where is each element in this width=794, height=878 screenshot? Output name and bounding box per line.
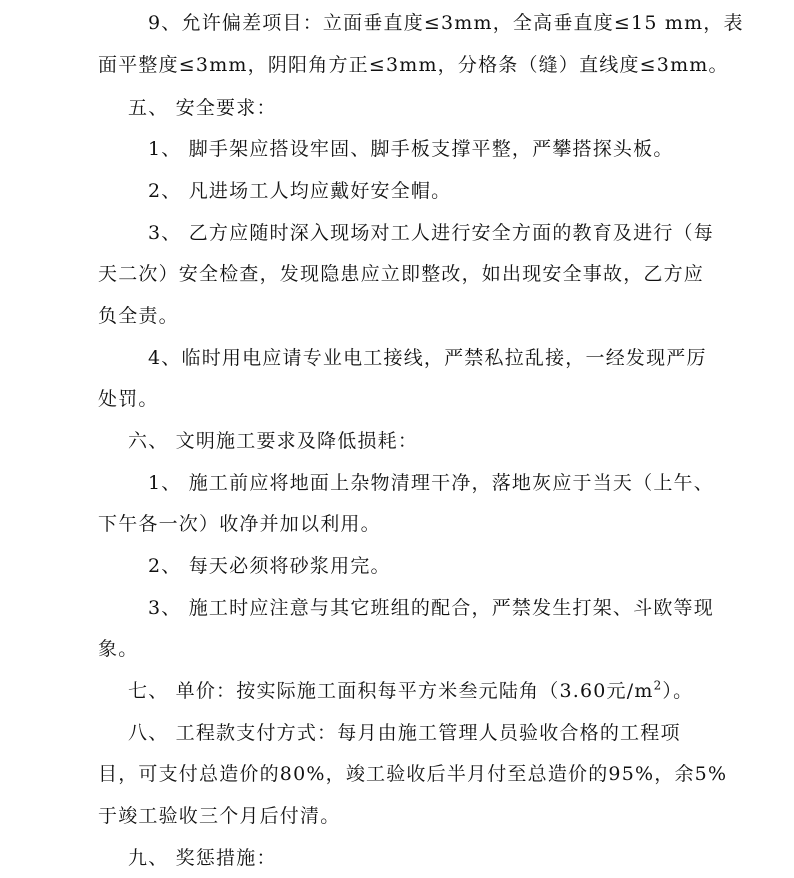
text-line-6: 天二次）安全检查，发现隐患应立即整改，如出现安全事故，乙方应 <box>98 263 705 285</box>
text-line-10: 1、 施工前应将地面上杂物清理干净，落地灰应于当天（上午、 <box>148 472 714 494</box>
text-line-14: 象。 <box>98 638 139 660</box>
text-line-13: 3、 施工时应注意与其它班组的配合，严禁发生打架、斗欧等现 <box>148 597 714 619</box>
text-line-9: 处罚。 <box>98 388 159 410</box>
unit-price-superscript: 2 <box>653 678 663 693</box>
section-heading-7 <box>128 676 728 706</box>
unit-price-text: 七、 单价：按实际施工面积每平方米叁元陆角（3.60元/m <box>128 680 654 702</box>
text-line-3: 1、 脚手架应搭设牢固、脚手板支撑平整，严攀搭探头板。 <box>148 138 674 160</box>
text-line-8: 4、临时用电应请专业电工接线，严禁私拉乱接，一经发现严厉 <box>148 347 707 369</box>
unit-price-closing: ）。 <box>662 680 694 702</box>
section-heading-8: 八、 工程款支付方式：每月由施工管理人员验收合格的工程项 <box>128 722 681 744</box>
text-line-15: 目，可支付总造价的80%，竣工验收后半月付至总造价的95%，余5% <box>98 763 728 785</box>
text-line-2: 面平整度≤3mm，阴阳角方正≤3mm，分格条（缝）直线度≤3mm。 <box>98 54 729 76</box>
section-heading-9: 九、 奖惩措施： <box>128 847 277 869</box>
text-line-16: 于竣工验收三个月后付清。 <box>98 805 341 827</box>
text-line-11: 下午各一次）收净并加以利用。 <box>98 513 381 535</box>
section-heading-5: 五、 安全要求： <box>128 97 277 119</box>
section-heading-6: 六、 文明施工要求及降低损耗： <box>128 430 419 452</box>
text-line-4: 2、 凡进场工人均应戴好安全帽。 <box>148 180 452 202</box>
text-line-12: 2、 每天必须将砂浆用完。 <box>148 555 391 577</box>
text-line-1: 9、允许偏差项目：立面垂直度≤3mm，全高垂直度≤15 mm，表 <box>148 12 744 34</box>
text-line-7: 负全责。 <box>98 305 179 327</box>
text-line-5: 3、 乙方应随时深入现场对工人进行安全方面的教育及进行（每 <box>148 222 714 244</box>
